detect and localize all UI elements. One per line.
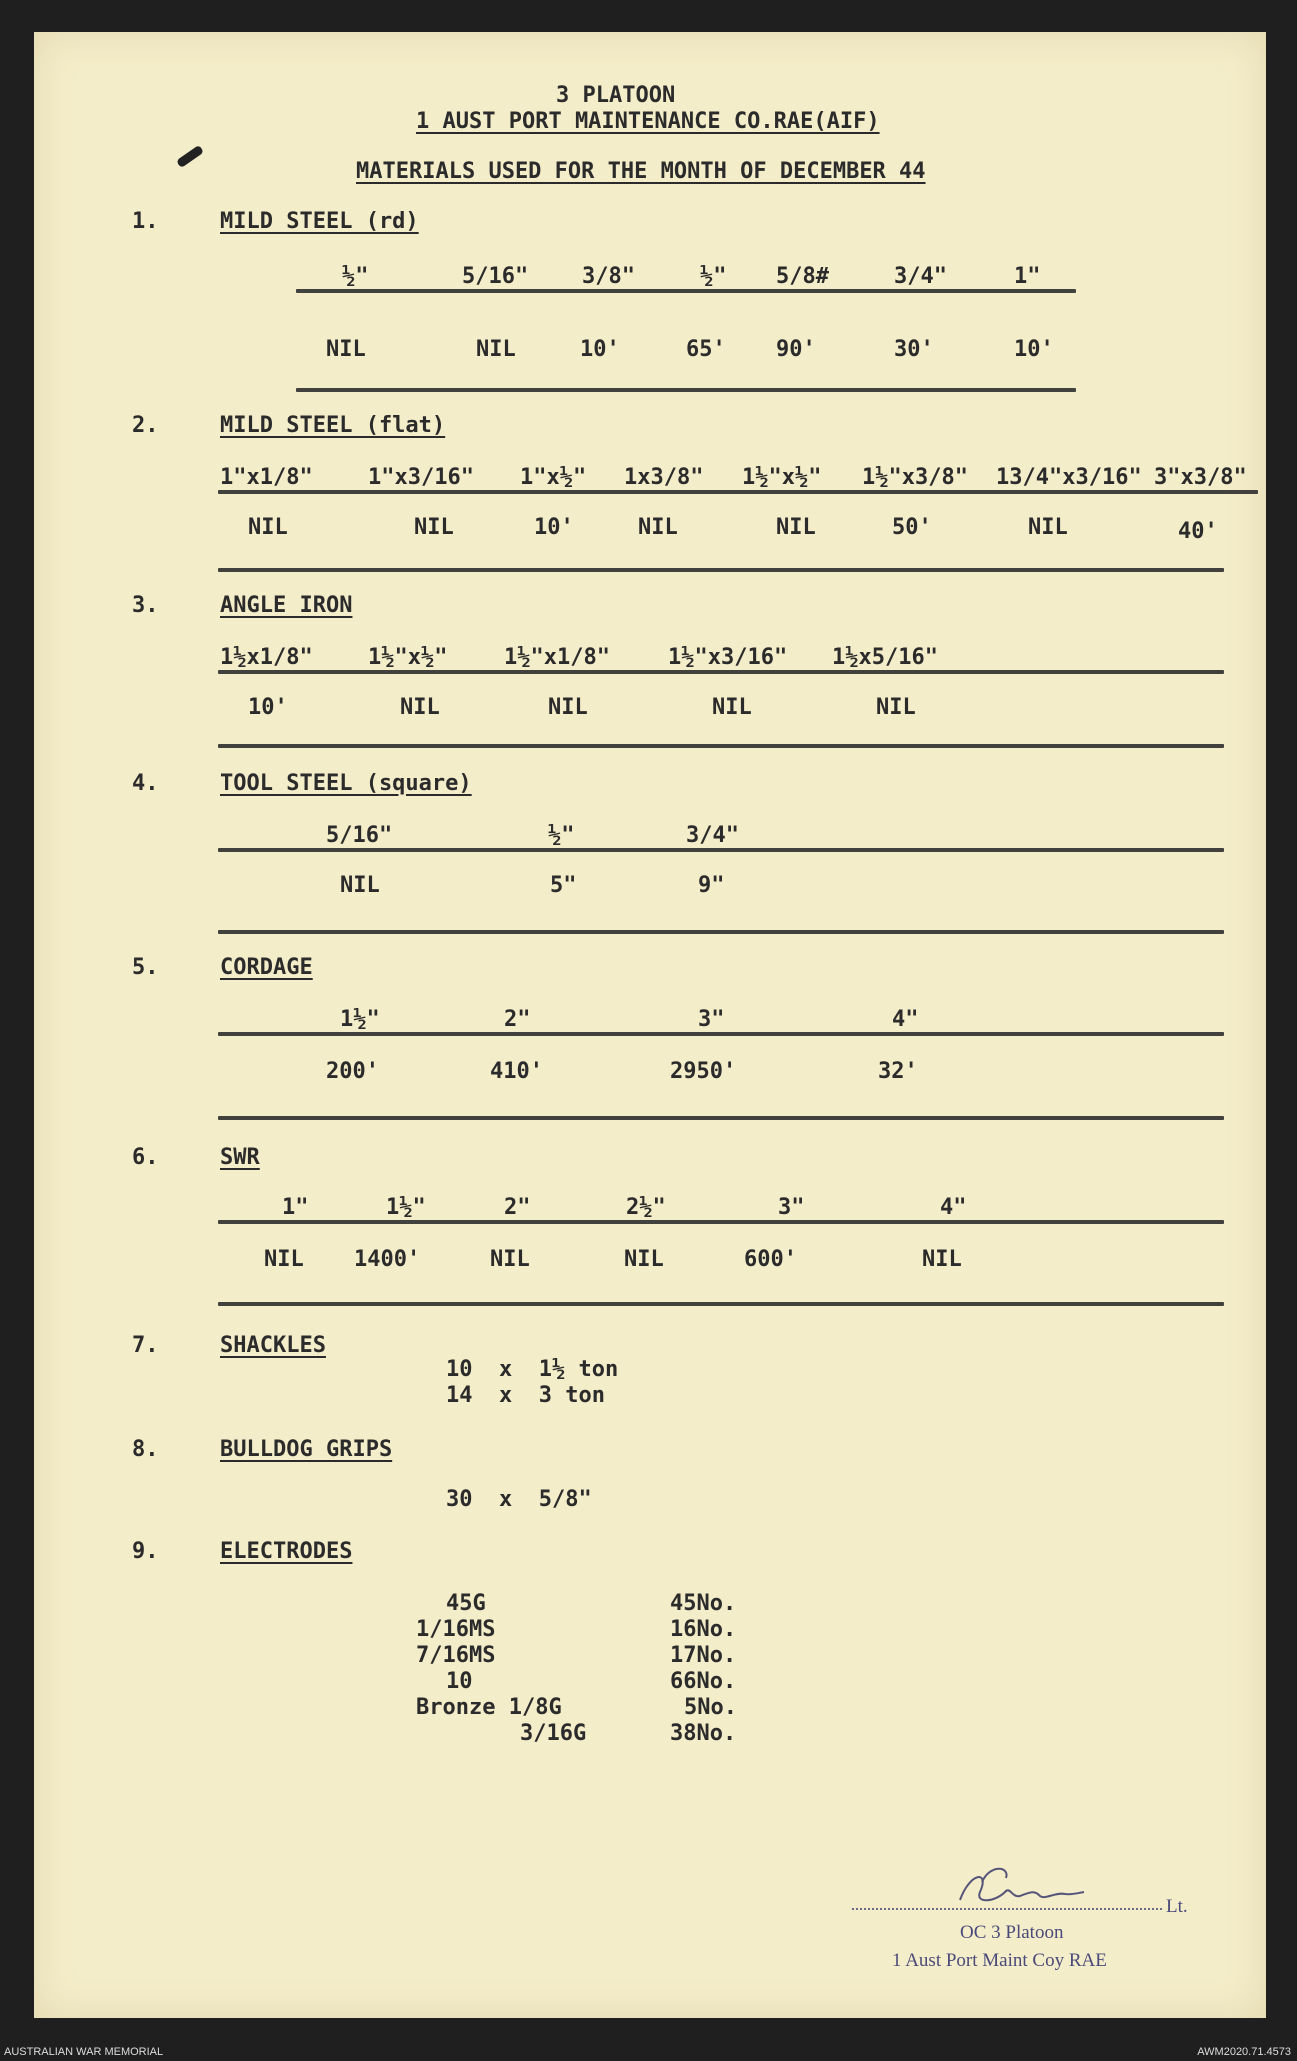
value-cell: 2950' [670, 1059, 737, 1084]
size-label: 1" [282, 1195, 309, 1220]
rule [218, 930, 1224, 934]
electrode-qty: 16No. [670, 1617, 737, 1642]
section-title: MILD STEEL (flat) [220, 413, 446, 438]
electrode-qty: 66No. [670, 1669, 737, 1694]
section-number: 9. [132, 1539, 159, 1564]
size-label: 2" [504, 1007, 531, 1032]
section-title: BULLDOG GRIPS [220, 1437, 393, 1462]
rule [218, 1220, 1224, 1224]
value-cell: NIL [548, 695, 588, 720]
value-cell: 600' [744, 1247, 797, 1272]
size-label: ½" [342, 264, 369, 289]
value-cell: 10' [1014, 337, 1054, 362]
size-label: 3/8" [582, 264, 635, 289]
size-label: 5/8# [776, 264, 829, 289]
document-page [34, 32, 1266, 2018]
size-label: 13/4"x3/16" [996, 465, 1142, 490]
value-cell: NIL [476, 337, 516, 362]
electrode-item: 3/16G [520, 1721, 587, 1746]
header-platoon: 3 PLATOON [556, 83, 676, 108]
rule [218, 1302, 1224, 1306]
section-number: 4. [132, 771, 159, 796]
rule [218, 1032, 1224, 1036]
rule [296, 388, 1076, 392]
electrode-item: 7/16MS [416, 1643, 496, 1668]
handwritten-signature [950, 1862, 1090, 1912]
electrode-item: 1/16MS [416, 1617, 496, 1642]
value-cell: 10' [248, 695, 288, 720]
value-cell: 200' [326, 1059, 379, 1084]
value-cell: NIL [248, 515, 288, 540]
footer-left: AUSTRALIAN WAR MEMORIAL [4, 2046, 164, 2058]
section-title: TOOL STEEL (square) [220, 771, 472, 796]
size-label: ½" [548, 823, 575, 848]
value-cell: NIL [876, 695, 916, 720]
size-label: 5/16" [326, 823, 393, 848]
size-label: 1x3/8" [624, 465, 704, 490]
size-label: 2½" [626, 1195, 666, 1220]
size-label: 1½"x½" [368, 645, 448, 670]
section-title: MILD STEEL (rd) [220, 209, 419, 234]
value-cell: 410' [490, 1059, 543, 1084]
rule [218, 1116, 1224, 1120]
value-cell: NIL [414, 515, 454, 540]
value-cell: NIL [264, 1247, 304, 1272]
value-cell: 5" [550, 873, 577, 898]
size-label: 3" [698, 1007, 725, 1032]
section-title: ELECTRODES [220, 1539, 353, 1564]
section-title: SWR [220, 1145, 260, 1170]
size-label: 1½x5/16" [832, 645, 938, 670]
size-label: 1"x½" [520, 465, 587, 490]
size-label: 3/4" [686, 823, 739, 848]
rule [218, 670, 1224, 674]
value-cell: 50' [892, 515, 932, 540]
value-cell: 9" [698, 873, 725, 898]
value-cell: NIL [1028, 515, 1068, 540]
electrode-qty: 45No. [670, 1591, 737, 1616]
electrode-item: 45G [446, 1591, 486, 1616]
electrode-qty: 5No. [684, 1695, 737, 1720]
signature-rank: Lt. [1166, 1896, 1188, 1917]
value-cell: 10' [534, 515, 574, 540]
value-cell: NIL [326, 337, 366, 362]
size-label: 4" [892, 1007, 919, 1032]
footer-right: AWM2020.71.4573 [1197, 2046, 1291, 2058]
header-unit: 1 AUST PORT MAINTENANCE CO.RAE(AIF) [416, 109, 880, 134]
rule [218, 744, 1224, 748]
rule [296, 289, 1076, 293]
electrode-qty: 17No. [670, 1643, 737, 1668]
value-cell: NIL [624, 1247, 664, 1272]
section-number: 7. [132, 1333, 159, 1358]
size-label: 1½"x3/16" [668, 645, 788, 670]
section-number: 2. [132, 413, 159, 438]
size-label: 2" [504, 1195, 531, 1220]
electrode-item: 10 [446, 1669, 473, 1694]
section-number: 5. [132, 955, 159, 980]
section-title: CORDAGE [220, 955, 313, 980]
value-cell: 1400' [354, 1247, 421, 1272]
size-label: 5/16" [462, 264, 529, 289]
value-cell: 65' [686, 337, 726, 362]
size-label: 1½"x1/8" [504, 645, 610, 670]
size-label: ½" [700, 264, 727, 289]
value-cell: 30' [894, 337, 934, 362]
value-cell: NIL [638, 515, 678, 540]
size-label: 1½x1/8" [220, 645, 313, 670]
electrode-item: Bronze 1/8G [416, 1695, 562, 1720]
section-title: ANGLE IRON [220, 593, 353, 618]
value-cell: 32' [878, 1059, 918, 1084]
value-cell: NIL [400, 695, 440, 720]
rule [218, 568, 1224, 572]
size-label: 1½"x½" [742, 465, 822, 490]
shackle-line: 14 x 3 ton [446, 1383, 605, 1408]
header-title: MATERIALS USED FOR THE MONTH OF DECEMBER 44 [356, 159, 926, 184]
size-label: 3/4" [894, 264, 947, 289]
grip-line: 30 x 5/8" [446, 1487, 592, 1512]
signature-line [852, 1908, 1162, 1910]
value-cell: 40' [1178, 519, 1218, 544]
rule [218, 490, 1258, 494]
size-label: 3" [778, 1195, 805, 1220]
size-label: 1"x1/8" [220, 465, 313, 490]
shackle-line: 10 x 1½ ton [446, 1357, 619, 1382]
value-cell: NIL [490, 1247, 530, 1272]
rule [218, 848, 1224, 852]
value-cell: NIL [340, 873, 380, 898]
value-cell: NIL [922, 1247, 962, 1272]
section-number: 1. [132, 209, 159, 234]
value-cell: NIL [712, 695, 752, 720]
size-label: 1½" [340, 1007, 380, 1032]
signature-title: OC 3 Platoon [960, 1922, 1064, 1943]
size-label: 1½"x3/8" [862, 465, 968, 490]
value-cell: 10' [580, 337, 620, 362]
size-label: 1½" [386, 1195, 426, 1220]
section-number: 8. [132, 1437, 159, 1462]
size-label: 4" [940, 1195, 967, 1220]
value-cell: 90' [776, 337, 816, 362]
electrode-qty: 38No. [670, 1721, 737, 1746]
value-cell: NIL [776, 515, 816, 540]
size-label: 1" [1014, 264, 1041, 289]
size-label: 1"x3/16" [368, 465, 474, 490]
size-label: 3"x3/8" [1154, 465, 1247, 490]
section-title: SHACKLES [220, 1333, 326, 1358]
section-number: 3. [132, 593, 159, 618]
section-number: 6. [132, 1145, 159, 1170]
signature-unit: 1 Aust Port Maint Coy RAE [892, 1950, 1107, 1971]
